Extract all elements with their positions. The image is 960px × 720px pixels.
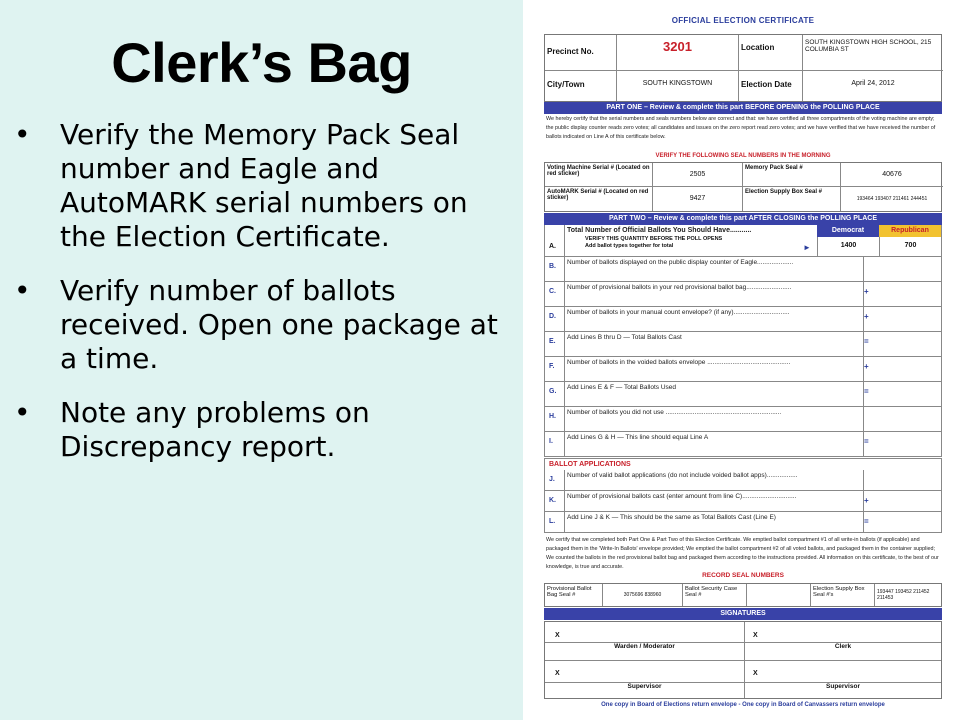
part-one-text: We hereby certify that the serial numbers and seals numbers below are correct and that: we have certified all three compartments of the voting machine are empty; the public display counter reads zero votes; all candidates and issues on the zero report read zero votes; and we have verified that we have received the number of ballots indicated on Line A of this certificate below. (546, 116, 936, 140)
line-letter: E. (545, 332, 565, 356)
line-description: Add Line J & K — This should be the same as Total Ballots Cast (Line E) (567, 514, 776, 521)
ballot-applications-heading: BALLOT APPLICATIONS (544, 458, 942, 471)
city-label: City/Town (545, 71, 617, 101)
line-description: Number of valid ballot applications (do not include voided ballot apps)................. (567, 472, 798, 479)
line-entry-box[interactable] (863, 432, 943, 456)
democrat-value: 1400 (817, 237, 879, 256)
warden-label: Warden / Moderator (545, 642, 744, 652)
bullet-icon: • (14, 396, 31, 429)
signature-x-mark: X (753, 670, 758, 677)
ballot-line-row (544, 512, 942, 533)
line-operator: + (864, 496, 869, 505)
line-operator: = (864, 387, 869, 396)
supply-box2-value: 193447 193452 211452 211453 (877, 589, 930, 601)
header-grid (544, 34, 942, 102)
date-value: April 24, 2012 (851, 80, 895, 87)
line-entry-box[interactable] (863, 491, 943, 511)
democrat-header: Democrat (817, 225, 879, 237)
city-value: SOUTH KINGSTOWN (617, 71, 739, 101)
ballot-line-row (544, 382, 942, 407)
bullet-icon: • (14, 118, 31, 151)
signatures-bar: SIGNATURES (544, 608, 942, 620)
line-description: Number of ballots displayed on the public display counter of Eagle.................... (567, 259, 794, 266)
line-entry-box[interactable] (863, 470, 943, 490)
certificate-title: OFFICIAL ELECTION CERTIFICATE (671, 16, 815, 25)
bullet-list (14, 118, 514, 484)
line-letter: J. (545, 470, 565, 490)
clerk-label: Clerk (745, 642, 941, 652)
precinct-value: 3201 (617, 35, 739, 71)
line-entry-box[interactable] (863, 407, 943, 431)
supply-box2-label: Election Supply Box Seal #'s (811, 584, 875, 606)
ballot-line-row (544, 357, 942, 382)
supply-box-label: Election Supply Box Seal # (743, 187, 841, 211)
slide-title: Clerk’s Bag (111, 31, 412, 94)
bullet-item (14, 396, 514, 464)
divider (545, 660, 941, 661)
line-entry-box[interactable] (863, 512, 943, 532)
line-description: Number of ballots in your manual count envelope? (if any)............................... (567, 309, 790, 316)
line-letter: A. (545, 225, 565, 256)
line-description: Add Lines G & H — This line should equal Line A (567, 434, 709, 441)
line-operator: = (864, 337, 869, 346)
line-operator: = (864, 517, 869, 526)
supply-box-value: 193464 193407 211461 244451 (856, 196, 928, 202)
line-entry-box[interactable] (863, 382, 943, 406)
bullet-text: Verify number of ballots received. Open one package at a time. (60, 274, 498, 375)
record-seal-grid (544, 583, 942, 607)
seal-grid (544, 162, 942, 212)
bullet-item (14, 118, 514, 254)
line-letter: F. (545, 357, 565, 381)
line-entry-box[interactable] (863, 257, 943, 281)
line-description: Number of provisional ballots cast (enter amount from line C).............................. (567, 493, 797, 500)
signature-x-mark: X (555, 670, 560, 677)
date-label: Election Date (739, 71, 803, 101)
line-a-row (544, 225, 942, 257)
memory-pack-label: Memory Pack Seal # (743, 163, 841, 187)
line-a-sub2: Add ballot types together for total (585, 243, 674, 249)
ballot-line-row (544, 470, 942, 491)
republican-header: Republican (879, 225, 941, 237)
line-operator: + (864, 287, 869, 296)
line-letter: C. (545, 282, 565, 306)
voting-machine-value: 2505 (653, 163, 743, 187)
closing-text: We certify that we completed both Part One & Part Two of this Election Certificate. We emptied ballot compartment #1 of all write-in ballots (if applicable) and packaged them in the 'Write-In Ballots' envelope provided; We emptied the ballot compartment #2 of all voted ballots, and packaged them in the container supplied; We counted the ballots in the red provisional ballot bag and packaged them according to the instructions provided. All information on this certificate, to the best of our knowledge, is true and accurate. (546, 537, 939, 570)
line-letter: D. (545, 307, 565, 331)
line-a-label: Total Number of Official Ballots You Should Have........... (567, 227, 752, 234)
line-letter: H. (545, 407, 565, 431)
line-description: Number of ballots in the voided ballots envelope .............................................. (567, 359, 791, 366)
supervisor-label: Supervisor (545, 682, 744, 692)
certificate-image-panel (523, 0, 960, 720)
voting-machine-label: Voting Machine Serial # (Located on red sticker) (545, 163, 653, 187)
line-letter: K. (545, 491, 565, 511)
line-letter: G. (545, 382, 565, 406)
part-two-bar: PART TWO – Review & complete this part AFTER CLOSING the POLLING PLACE (544, 213, 942, 225)
line-entry-box[interactable] (863, 282, 943, 306)
line-description: Add Lines B thru D — Total Ballots Cast (567, 334, 682, 341)
line-operator: + (864, 362, 869, 371)
line-description: Number of ballots you did not use ................................................................ (567, 409, 782, 416)
signature-x-mark: X (753, 632, 758, 639)
arrow-right-icon: ► (803, 243, 811, 252)
security-case-label: Ballot Security Case Seal # (683, 584, 747, 606)
supervisor-label: Supervisor (745, 682, 941, 692)
record-seals-heading: RECORD SEAL NUMBERS (702, 572, 784, 579)
bullet-icon: • (14, 274, 31, 307)
ballot-line-row (544, 491, 942, 512)
bullet-text: Verify the Memory Pack Seal number and Eagle and AutoMARK serial numbers on the Election Certificate. (60, 118, 468, 253)
ballot-line-row (544, 257, 942, 282)
ballot-line-row (544, 282, 942, 307)
line-letter: B. (545, 257, 565, 281)
ballot-line-row (544, 432, 942, 457)
line-description: Number of provisional ballots in your red provisional ballot bag......................... (567, 284, 792, 291)
republican-value: 700 (879, 237, 941, 256)
location-label: Location (739, 35, 803, 71)
line-operator: = (864, 437, 869, 446)
prov-bag-label: Provisional Ballot Bag Seal # (545, 584, 603, 606)
signature-grid (544, 621, 942, 699)
ballot-line-row (544, 332, 942, 357)
signature-x-mark: X (555, 632, 560, 639)
automark-value: 9427 (653, 187, 743, 211)
prov-bag-value: 3075696 838960 (603, 584, 683, 606)
bullet-item (14, 274, 514, 376)
bullet-text: Note any problems on Discrepancy report. (60, 396, 370, 463)
line-entry-box[interactable] (863, 357, 943, 381)
ballot-line-row (544, 407, 942, 432)
ballot-line-row (544, 307, 942, 332)
precinct-label: Precinct No. (545, 35, 617, 71)
location-value: SOUTH KINGSTOWN HIGH SCHOOL, 215 COLUMBIA ST (803, 35, 943, 71)
automark-label: AutoMARK Serial # (Located on red sticker) (545, 187, 653, 211)
line-operator: + (864, 312, 869, 321)
line-entry-box[interactable] (863, 332, 943, 356)
line-entry-box[interactable] (863, 307, 943, 331)
line-letter: L. (545, 512, 565, 532)
certificate-footer: One copy in Board of Elections return envelope - One copy in Board of Canvassers return envelope (601, 702, 885, 708)
verify-seals-heading: VERIFY THE FOLLOWING SEAL NUMBERS IN THE MORNING (655, 153, 831, 159)
memory-pack-value: 40676 (841, 163, 943, 187)
line-a-sub: VERIFY THIS QUANTITY BEFORE THE POLL OPENS (585, 236, 723, 242)
security-case-value (747, 584, 811, 606)
line-letter: I. (545, 432, 565, 456)
election-certificate (544, 12, 942, 708)
line-description: Add Lines E & F — Total Ballots Used (567, 384, 676, 391)
part-one-bar: PART ONE – Review & complete this part BEFORE OPENING the POLLING PLACE (544, 102, 942, 114)
